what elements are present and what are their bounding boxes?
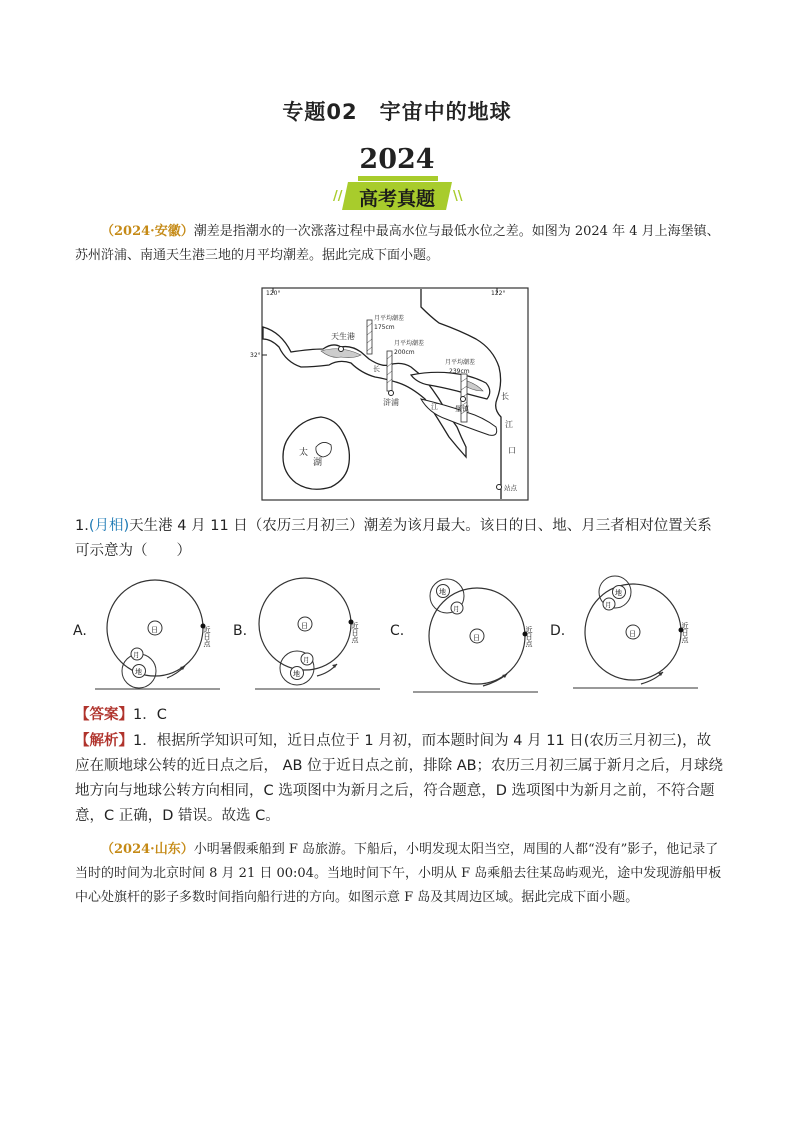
question-stem: 天生港 4 月 11 日（农历三月初三）潮差为该月最大。该日的日、地、月三者相对位置关系可示意为（ ） xyxy=(75,518,712,559)
bar-label-value: 200cm xyxy=(394,349,415,356)
intro-text: 潮差是指潮水的一次涨落过程中最高水位与最低水位之差。如图为 2024 年 4 月上海堡镇、苏州浒浦、南通天生港三地的月平均潮差。据此完成下面小题。 xyxy=(75,224,720,263)
earth-label: 地 xyxy=(135,668,142,676)
station-marker xyxy=(461,397,466,402)
moon-label: 月 xyxy=(605,601,612,609)
banner-slash-right: \\ xyxy=(453,189,463,204)
option-a-label[interactable]: A. xyxy=(73,623,87,639)
moon-label: 月 xyxy=(453,605,460,613)
source-tag: （2024·山东） xyxy=(101,842,194,857)
station-label: 浒浦 xyxy=(383,398,399,407)
sun-label: 日 xyxy=(629,630,636,638)
bar-label-value: 175cm xyxy=(374,324,395,331)
option-d-diagram[interactable] xyxy=(573,574,713,696)
bar-label-title: 月平均潮差 xyxy=(445,359,476,366)
intro-text: 小明暑假乘船到 F 岛旅游。下船后，小明发现太阳当空，周围的人都“没有”影子，他记录了当时的时间为北京时间 8 月 21 日 00:04。当地时间下午，小明从 F 岛乘船去往某岛屿观光，途中发现游船甲板中心处旗杆的影子多数时间指向船行进的方向。如图示意 F 岛及其周边区域。据此完成下面小题。 xyxy=(75,842,722,905)
moon-label: 月 xyxy=(303,656,310,664)
question-group-intro-shandong xyxy=(75,838,725,910)
question-1 xyxy=(75,514,725,564)
option-c-label[interactable]: C. xyxy=(390,623,405,639)
lake-label: 湖 xyxy=(313,458,323,468)
option-b-label[interactable]: B. xyxy=(233,623,248,639)
tidal-range-map xyxy=(250,287,529,501)
river-label: 长 xyxy=(373,365,380,373)
question-group-intro-anhui xyxy=(75,220,725,268)
bar-label-title: 月平均潮差 xyxy=(394,340,425,347)
sun-label: 日 xyxy=(151,626,158,634)
answer-tag: 【答案】 xyxy=(75,707,133,723)
river-label: 长 xyxy=(501,392,509,401)
option-d-label[interactable]: D. xyxy=(550,623,566,639)
question-number: 1. xyxy=(75,518,89,534)
year-heading: 2024 xyxy=(359,144,435,175)
analysis-block xyxy=(75,729,725,829)
page-title: 专题02 宇宙中的地球 xyxy=(282,100,512,124)
option-c-diagram[interactable] xyxy=(413,574,553,696)
lat-label: 32° xyxy=(250,352,261,359)
perihelion-label: 近日点 xyxy=(681,622,689,643)
answer-block xyxy=(75,703,725,728)
perihelion-label: 近日点 xyxy=(203,626,211,647)
analysis-tag: 【解析】 xyxy=(75,733,133,749)
earth-label: 地 xyxy=(293,670,300,678)
option-b-diagram[interactable] xyxy=(255,576,395,696)
bar-label-title: 月平均潮差 xyxy=(374,315,405,322)
option-a-diagram[interactable] xyxy=(95,576,235,696)
sun-label: 日 xyxy=(301,622,308,630)
topic-tag: (月相) xyxy=(88,518,130,534)
sun-label: 日 xyxy=(473,634,480,642)
station-label: 天生港 xyxy=(331,332,355,341)
bar-label-value: 239cm xyxy=(449,368,470,375)
banner-slash-left: // xyxy=(333,189,343,204)
river-label: 江 xyxy=(431,403,438,411)
lon-label: 120° xyxy=(266,290,281,297)
perihelion-label: 近日点 xyxy=(351,622,359,643)
station-marker xyxy=(339,347,344,352)
year-underline xyxy=(358,176,438,181)
earth-label: 地 xyxy=(439,588,446,596)
river-label: 江 xyxy=(505,420,513,429)
perihelion-label: 近日点 xyxy=(525,626,533,647)
station-marker xyxy=(389,391,394,396)
moon-label: 月 xyxy=(133,651,140,659)
legend-label: 站点 xyxy=(504,484,517,492)
legend-marker xyxy=(497,485,502,490)
lake-label: 太 xyxy=(299,448,309,458)
earth-label: 地 xyxy=(615,589,622,597)
analysis-text: 1．根据所学知识可知，近日点位于 1 月初，而本题时间为 4 月 11 日(农历三月初三)，故应在顺地球公转的近日点之后， AB 位于近日点之前，排除 AB；农历三月初三属于新月之后，月球绕地方向与地球公转方向相同，C 选项图中为新月之后，符合题意，D 选项图中为新月之前，不符合题意，C 正确，D 错误。故选 C。 xyxy=(75,733,724,824)
section-banner-label: 高考真题 xyxy=(358,188,435,210)
source-tag: （2024·安徽） xyxy=(101,224,194,239)
lon-label: 122° xyxy=(491,290,506,297)
station-label: 堡镇 xyxy=(455,405,469,413)
river-label: 口 xyxy=(508,446,516,455)
answer-text: 1．C xyxy=(133,707,167,723)
